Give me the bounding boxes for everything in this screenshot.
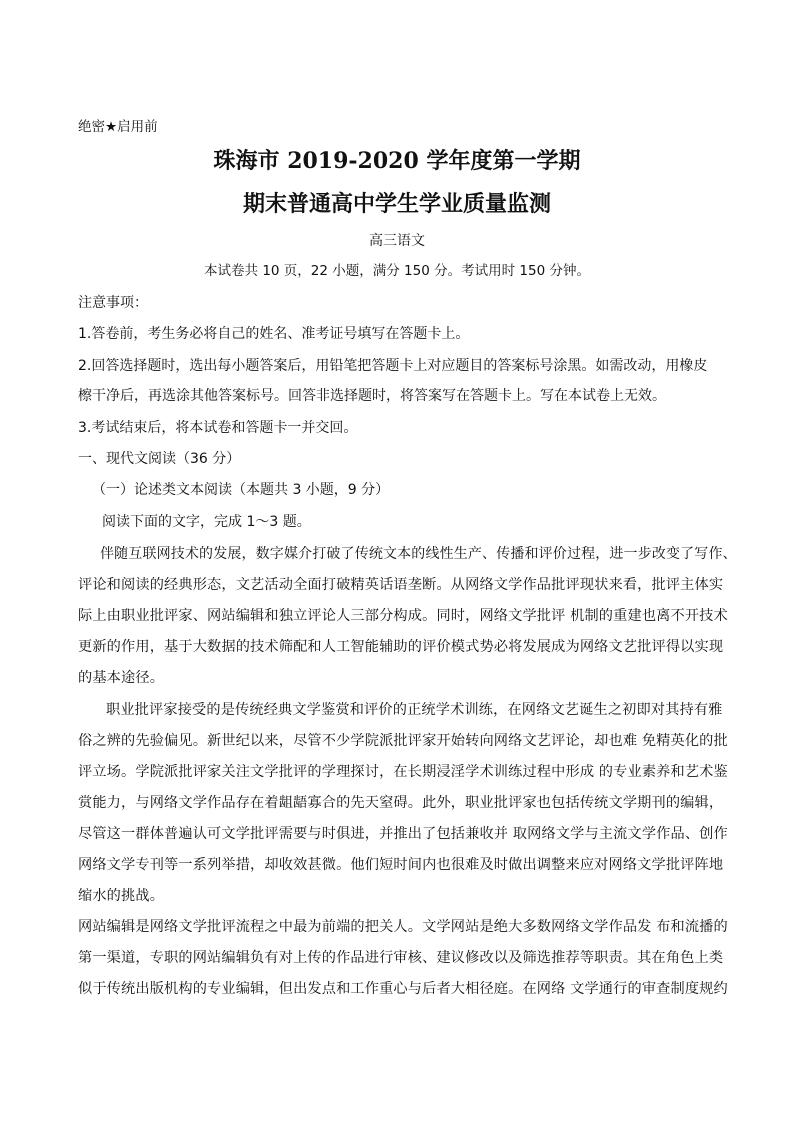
section1-sub-heading: （一）论述类文本阅读（本题共 3 小题，9 分）: [92, 482, 390, 498]
passage-p1-line: 际上由职业批评家、网站编辑和独立评论人三部分构成。同时，网络文学批评 机制的重建也离不开技术: [78, 608, 728, 624]
passage-p2-line: 俗之辨的先验偏见。新世纪以来，尽管不少学院派批评家开始转向网络文艺评论，却也难 免精英化的批: [78, 733, 728, 749]
passage-p2-line: 网络文学专刊等一系列举措，却收效甚微。他们短时间内也很难及时做出调整来应对网络文学批评阵地: [78, 857, 724, 873]
passage-p1-line: 评论和阅读的经典形态，文艺活动全面打破精英话语垄断。从网络文学作品批评现状来看，批评主体实: [78, 577, 724, 593]
passage-p2-line: 缩水的挑战。: [78, 888, 165, 904]
section1-heading: 一、现代文阅读（36 分）: [78, 451, 241, 467]
passage-p2-line: 赏能力，与网络文学作品存在着龃龉寡合的先天窒碍。此外，职业批评家也包括传统文学期刊的编辑，: [78, 795, 724, 811]
passage-p2-line: 尽管这一群体普遍认可文学批评需要与时俱进，并推出了包括兼收并 取网络文学与主流文学作品、创作: [78, 826, 728, 842]
passage-p2-line: 职业批评家接受的是传统经典文学鉴赏和评价的正统学术训练，在网络文艺诞生之初即对其持有雅: [106, 702, 723, 718]
passage-p3-line: 似于传统出版机构的专业编辑，但出发点和工作重心与后者大相径庭。在网络 文学通行的审查制度规约: [78, 981, 728, 997]
note-item-3: 3.考试结束后，将本试卷和答题卡一并交回。: [78, 420, 358, 436]
subject-label: 高三语文: [369, 233, 425, 249]
notes-heading: 注意事项：: [78, 295, 148, 311]
passage-p1-line: 的基本途径。: [78, 670, 165, 686]
note-item-1: 1.答卷前，考生务必将自己的姓名、准考证号填写在答题卡上。: [78, 326, 470, 342]
passage-p3-line: 第一渠道，专职的网站编辑负有对上传的作品进行审核、建议修改以及筛选推荐等职责。其在角色上类: [78, 950, 724, 966]
section1-instruction: 阅读下面的文字，完成 1～3 题。: [102, 514, 311, 530]
passage-p2-line: 评立场。学院派批评家关注文学批评的学理探讨，在长期浸淫学术训练过程中形成 的专业素养和艺术鉴: [78, 764, 728, 780]
confidential-label: 绝密★启用前: [78, 119, 158, 135]
exam-title-line1: 珠海市 2019-2020 学年度第一学期: [213, 148, 581, 174]
passage-p1-line: 伴随互联网技术的发展，数字媒介打破了传统文本的线性生产、传播和评价过程，进一步改变了写作、: [100, 546, 737, 562]
exam-info: 本试卷共 10 页，22 小题，满分 150 分。考试用时 150 分钟。: [204, 263, 590, 279]
exam-title-line2: 期末普通高中学生学业质量监测: [242, 191, 551, 217]
note-item-2-line-1: 2.回答选择题时，选出每小题答案后，用铅笔把答题卡上对应题目的答案标号涂黑。如需改动，用橡皮: [78, 358, 708, 374]
passage-p3-line: 网站编辑是网络文学批评流程之中最为前端的把关人。文学网站是绝大多数网络文学作品发 布和流播的: [78, 919, 728, 935]
note-item-2-line-2: 檫干净后，再选涂其他答案标号。回答非选择题时，将答案写在答题卡上。写在本试卷上无效。: [78, 388, 666, 404]
passage-p1-line: 更新的作用，基于大数据的技术筛配和人工智能辅助的评价模式势必将发展成为网络文艺批评得以实现: [78, 639, 724, 655]
